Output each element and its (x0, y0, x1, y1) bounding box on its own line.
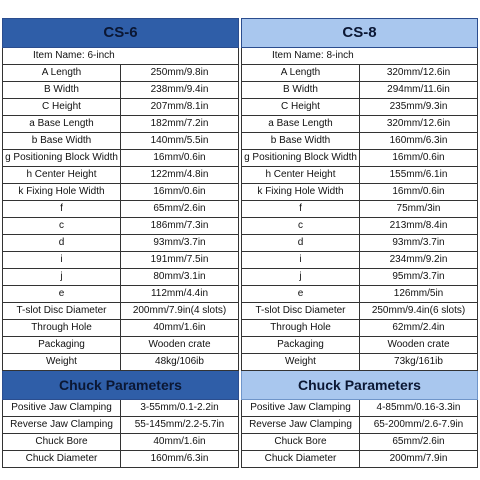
item-name-row (3, 48, 239, 65)
chuck-param-name: Chuck Diameter (3, 451, 121, 468)
spec-value: 234mm/9.2in (360, 252, 478, 269)
chuck-parameters-header-row (3, 371, 239, 400)
chuck-row (242, 451, 478, 468)
chuck-param-name: Positive Jaw Clamping (242, 400, 360, 417)
chuck-row (3, 400, 239, 417)
spec-value: 250mm/9.4in(6 slots) (360, 303, 478, 320)
spec-row (3, 133, 239, 150)
spec-row (3, 150, 239, 167)
spec-name: B Width (3, 82, 121, 99)
spec-row (3, 99, 239, 116)
spec-row (242, 201, 478, 218)
spec-row (3, 116, 239, 133)
spec-row (242, 167, 478, 184)
spec-value: 80mm/3.1in (121, 269, 239, 286)
spec-value: 320mm/12.6in (360, 116, 478, 133)
spec-name: i (242, 252, 360, 269)
spec-name: g Positioning Block Width (3, 150, 121, 167)
spec-value: 16mm/0.6in (121, 184, 239, 201)
spec-row (242, 320, 478, 337)
spec-row (242, 269, 478, 286)
model-title: CS-8 (242, 19, 478, 48)
spec-row (3, 235, 239, 252)
spec-value: 65mm/2.6in (121, 201, 239, 218)
spec-value: 93mm/3.7in (360, 235, 478, 252)
spec-row (3, 337, 239, 354)
chuck-row (3, 451, 239, 468)
spec-name: i (3, 252, 121, 269)
spec-name: g Positioning Block Width (242, 150, 360, 167)
cs8-header-row (242, 19, 478, 48)
spec-name: B Width (242, 82, 360, 99)
spec-name: Packaging (242, 337, 360, 354)
spec-value: 48kg/106ib (121, 354, 239, 371)
model-title: CS-6 (3, 19, 239, 48)
spec-row (3, 201, 239, 218)
chuck-param-name: Chuck Diameter (242, 451, 360, 468)
spec-name: a Base Length (242, 116, 360, 133)
chuck-parameters-header-row (242, 371, 478, 400)
spec-name: c (242, 218, 360, 235)
spec-row (3, 269, 239, 286)
cs6-spec-table (2, 18, 239, 468)
spec-name: Weight (3, 354, 121, 371)
spec-name: k Fixing Hole Width (242, 184, 360, 201)
spec-row (242, 116, 478, 133)
spec-row (242, 303, 478, 320)
spec-value: 320mm/12.6in (360, 65, 478, 82)
spec-row (242, 337, 478, 354)
spec-row (3, 218, 239, 235)
spec-row (242, 65, 478, 82)
chuck-row (242, 400, 478, 417)
spec-value: 235mm/9.3in (360, 99, 478, 116)
spec-value: 213mm/8.4in (360, 218, 478, 235)
spec-value: 200mm/7.9in(4 slots) (121, 303, 239, 320)
spec-value: 93mm/3.7in (121, 235, 239, 252)
spec-name: T-slot Disc Diameter (242, 303, 360, 320)
spec-row (3, 65, 239, 82)
spec-row (3, 252, 239, 269)
spec-name: d (242, 235, 360, 252)
chuck-row (242, 434, 478, 451)
cs6-header-row (3, 19, 239, 48)
spec-value: 186mm/7.3in (121, 218, 239, 235)
spec-value: 140mm/5.5in (121, 133, 239, 150)
spec-row (242, 218, 478, 235)
spec-name: d (3, 235, 121, 252)
spec-name: j (242, 269, 360, 286)
spec-row (3, 167, 239, 184)
spec-row (3, 320, 239, 337)
spec-row (242, 235, 478, 252)
spec-row (242, 150, 478, 167)
spec-name: T-slot Disc Diameter (3, 303, 121, 320)
chuck-param-name: Positive Jaw Clamping (3, 400, 121, 417)
spec-row (242, 82, 478, 99)
spec-name: c (3, 218, 121, 235)
spec-value: 16mm/0.6in (360, 184, 478, 201)
spec-row (3, 354, 239, 371)
spec-name: h Center Height (3, 167, 121, 184)
spec-value: 294mm/11.6in (360, 82, 478, 99)
cs8-panel (241, 18, 478, 473)
spec-row (3, 184, 239, 201)
chuck-param-value: 160mm/6.3in (121, 451, 239, 468)
item-name-row (242, 48, 478, 65)
spec-value: 73kg/161ib (360, 354, 478, 371)
spec-value: 40mm/1.6in (121, 320, 239, 337)
chuck-row (242, 417, 478, 434)
spec-value: 182mm/7.2in (121, 116, 239, 133)
spec-name: Packaging (3, 337, 121, 354)
spec-name: h Center Height (242, 167, 360, 184)
chuck-parameters-title: Chuck Parameters (242, 371, 478, 400)
chuck-param-value: 40mm/1.6in (121, 434, 239, 451)
chuck-param-value: 65-200mm/2.6-7.9in (360, 417, 478, 434)
chuck-param-value: 4-85mm/0.16-3.3in (360, 400, 478, 417)
spec-value: 62mm/2.4in (360, 320, 478, 337)
spec-name: A Length (242, 65, 360, 82)
spec-name: e (242, 286, 360, 303)
spec-value: 191mm/7.5in (121, 252, 239, 269)
spec-row (242, 354, 478, 371)
spec-value: 238mm/9.4in (121, 82, 239, 99)
chuck-parameters-title: Chuck Parameters (3, 371, 239, 400)
spec-value: 155mm/6.1in (360, 167, 478, 184)
spec-name: Through Hole (3, 320, 121, 337)
cs8-spec-table (241, 18, 478, 468)
spec-value: 126mm/5in (360, 286, 478, 303)
spec-name: f (242, 201, 360, 218)
spec-value: 207mm/8.1in (121, 99, 239, 116)
spec-row (3, 82, 239, 99)
spec-name: a Base Length (3, 116, 121, 133)
chuck-param-value: 3-55mm/0.1-2.2in (121, 400, 239, 417)
spec-sheet (2, 18, 478, 473)
spec-name: Through Hole (242, 320, 360, 337)
chuck-row (3, 434, 239, 451)
spec-row (242, 184, 478, 201)
spec-row (242, 252, 478, 269)
spec-row (242, 286, 478, 303)
spec-name: j (3, 269, 121, 286)
chuck-param-value: 65mm/2.6in (360, 434, 478, 451)
chuck-param-name: Reverse Jaw Clamping (3, 417, 121, 434)
spec-value: 250mm/9.8in (121, 65, 239, 82)
spec-value: 75mm/3in (360, 201, 478, 218)
spec-value: 112mm/4.4in (121, 286, 239, 303)
chuck-param-name: Chuck Bore (3, 434, 121, 451)
chuck-row (3, 417, 239, 434)
spec-name: C Height (242, 99, 360, 116)
spec-row (3, 303, 239, 320)
item-name-label: Item Name: 8-inch (242, 48, 478, 65)
spec-name: b Base Width (3, 133, 121, 150)
chuck-param-value: 200mm/7.9in (360, 451, 478, 468)
spec-value: 95mm/3.7in (360, 269, 478, 286)
spec-name: C Height (3, 99, 121, 116)
spec-value: 122mm/4.8in (121, 167, 239, 184)
spec-value: Wooden crate (121, 337, 239, 354)
spec-name: Weight (242, 354, 360, 371)
spec-name: e (3, 286, 121, 303)
spec-value: 16mm/0.6in (121, 150, 239, 167)
spec-row (242, 133, 478, 150)
spec-value: Wooden crate (360, 337, 478, 354)
item-name-label: Item Name: 6-inch (3, 48, 239, 65)
spec-name: b Base Width (242, 133, 360, 150)
cs6-panel (2, 18, 239, 473)
spec-name: k Fixing Hole Width (3, 184, 121, 201)
chuck-param-name: Chuck Bore (242, 434, 360, 451)
spec-value: 160mm/6.3in (360, 133, 478, 150)
spec-name: f (3, 201, 121, 218)
spec-row (242, 99, 478, 116)
spec-row (3, 286, 239, 303)
spec-value: 16mm/0.6in (360, 150, 478, 167)
spec-name: A Length (3, 65, 121, 82)
chuck-param-name: Reverse Jaw Clamping (242, 417, 360, 434)
chuck-param-value: 55-145mm/2.2-5.7in (121, 417, 239, 434)
